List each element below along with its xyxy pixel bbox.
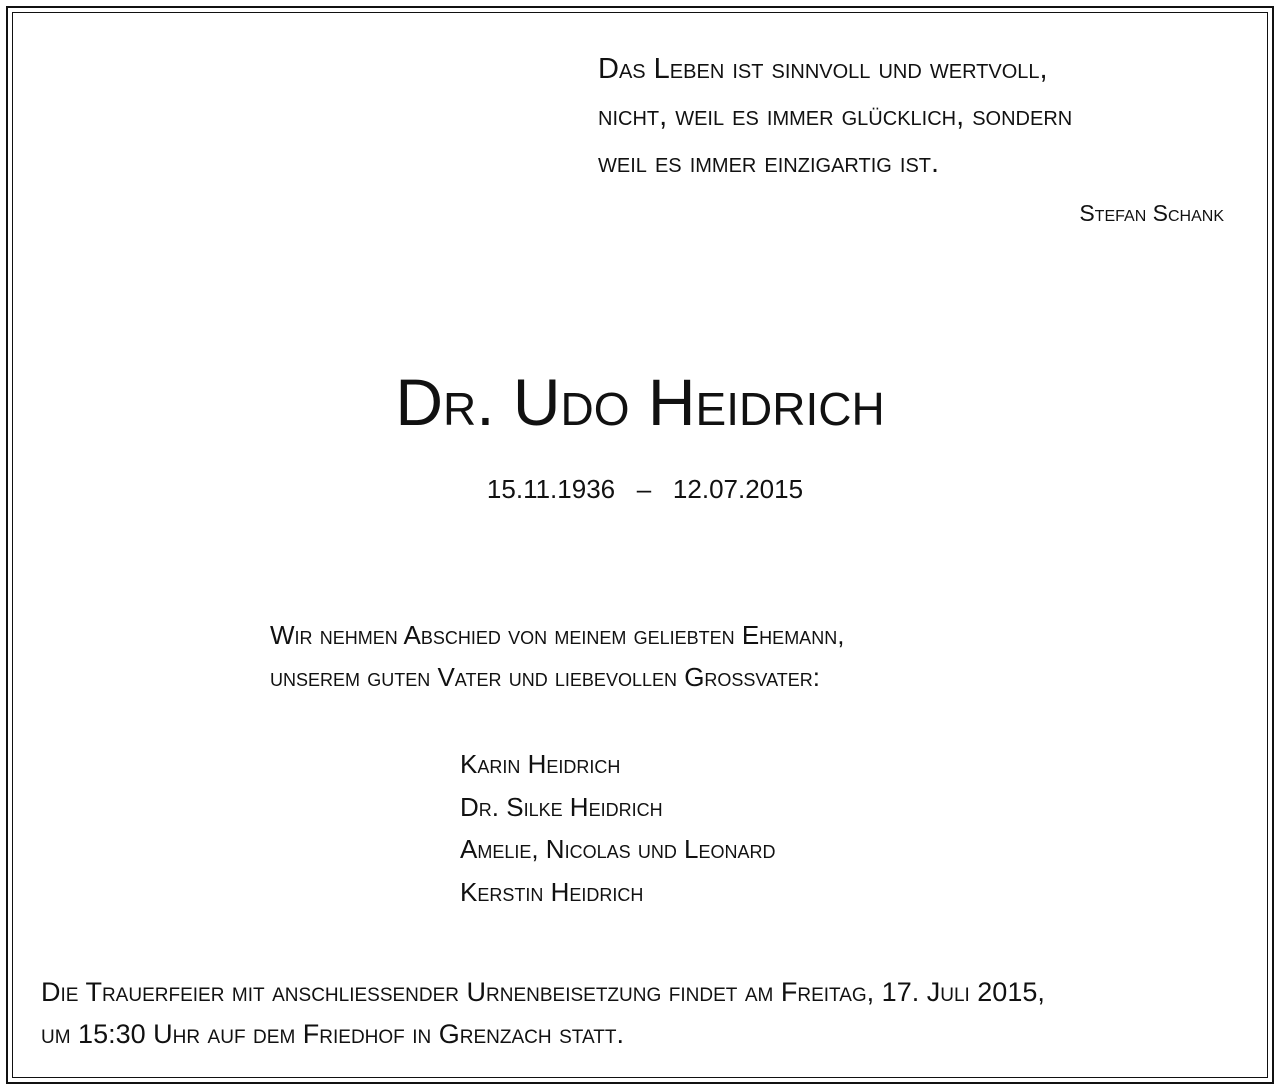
ceremony-line: Die Trauerfeier mit anschließender Urnenbeisetzung findet am Freitag, 17. Juli 2015, (41, 977, 1045, 1007)
deceased-name: Dr. Udo Heidrich (395, 365, 885, 439)
mourner-name: Karin Heidrich (460, 749, 621, 779)
quote-line: nicht, weil es immer glücklich, sondern (598, 100, 1073, 132)
ceremony-notice (41, 971, 1251, 1055)
quote-line: weil es immer einzigartig ist. (598, 147, 940, 179)
farewell-text (270, 614, 844, 698)
farewell-line: Wir nehmen Abschied von meinem geliebten Ehemann, (270, 620, 845, 650)
life-dates: 15.11.1936 – 12.07.2015 (486, 474, 804, 504)
epigraph-quote (598, 46, 1238, 187)
mourners-list (460, 743, 776, 913)
ceremony-line: um 15:30 Uhr auf dem Friedhof in Grenzach statt. (41, 1019, 624, 1049)
quote-line: Das Leben ist sinnvoll und wertvoll, (598, 53, 1048, 85)
quote-author: Stefan Schank (1079, 200, 1224, 226)
mourner-name: Kerstin Heidrich (460, 876, 644, 907)
mourner-name: Dr. Silke Heidrich (460, 791, 663, 822)
mourner-name: Amelie, Nicolas und Leonard (460, 834, 776, 865)
farewell-line: unserem guten Vater und liebevollen Grossvater: (270, 662, 820, 692)
